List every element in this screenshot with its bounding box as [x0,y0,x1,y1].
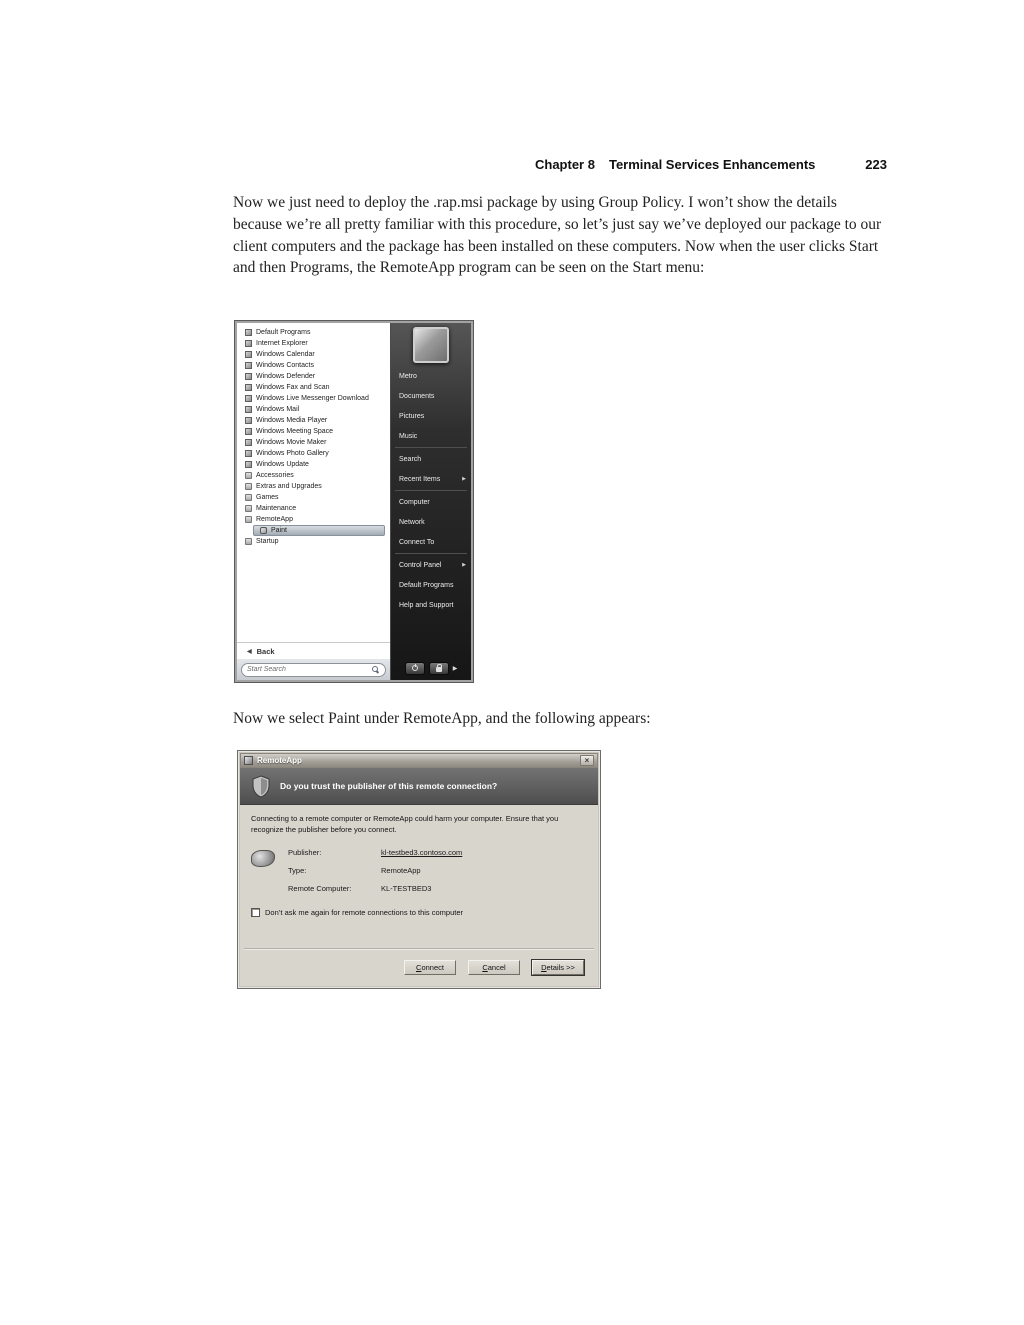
field-label-type: Type: [288,866,307,875]
item-label: Computer [399,498,430,506]
cancel-button[interactable] [468,960,520,975]
field-label-publisher: Publisher: [288,848,322,857]
program-label: Startup [256,538,279,545]
program-item-windows-meeting-space[interactable] [241,426,388,437]
program-label: Windows Update [256,461,309,468]
shield-icon [251,775,271,798]
chapter-header [535,157,815,172]
folder-icon [245,516,252,523]
program-label: Windows Mail [256,406,300,413]
remoteapp-titlebar-icon [244,756,253,765]
details-button[interactable] [532,960,584,975]
type-value: RemoteApp [381,866,421,875]
folder-icon [245,494,252,501]
back-arrow-icon: ◀ [247,648,252,655]
program-item-windows-update[interactable] [241,459,388,470]
program-item-windows-calendar[interactable] [241,349,388,360]
item-label: Recent Items [399,475,441,483]
program-item-maintenance[interactable] [241,503,388,514]
paint-icon [260,527,267,534]
cancel-label: Cancel [482,963,506,972]
program-item-windows-photo-gallery[interactable] [241,448,388,459]
folder-icon [245,505,252,512]
trust-question-banner [240,768,598,805]
program-item-remoteapp[interactable] [241,514,388,525]
windows-defender-icon [245,373,252,380]
program-label: Windows Contacts [256,362,314,369]
item-label: Pictures [399,412,425,420]
item-label: Control Panel [399,561,442,569]
dialog-buttons [404,960,584,975]
program-label: Windows Photo Gallery [256,450,329,457]
program-item-startup[interactable] [241,536,388,547]
remoteapp-dialog [237,750,601,989]
start-item-computer[interactable] [391,492,471,512]
dont-ask-row [251,908,587,917]
chapter-number: Chapter 8 [535,157,595,172]
program-item-paint[interactable] [253,525,385,536]
program-label: Windows Movie Maker [256,439,327,446]
running-head [535,157,887,172]
submenu-arrow-icon: ▶ [462,562,466,568]
connection-details [251,848,587,893]
windows-update-icon [245,461,252,468]
folder-icon [245,472,252,479]
publisher-link[interactable]: kl-testbed3.contoso.com [381,848,463,857]
start-item-network[interactable] [391,512,471,532]
power-button[interactable] [405,662,425,675]
internet-explorer-icon [245,340,252,347]
back-button[interactable] [237,642,390,659]
program-label: Windows Fax and Scan [256,384,330,391]
windows-movie-maker-icon [245,439,252,446]
connect-label: Connect [416,963,444,972]
program-label: Extras and Upgrades [256,483,322,490]
program-item-accessories[interactable] [241,470,388,481]
program-label: Internet Explorer [256,340,308,347]
dialog-body [240,805,598,986]
divider [395,490,467,491]
start-menu-programs-panel [237,323,391,680]
trust-question: Do you trust the publisher of this remote connection? [280,781,498,791]
start-item-pictures[interactable] [391,406,471,426]
start-item-recent-items[interactable] [391,469,471,489]
program-item-windows-movie-maker[interactable] [241,437,388,448]
warning-text: Connecting to a remote computer or RemoteApp could harm your computer. Ensure that you recognize the publisher before you connect. [251,814,559,834]
start-item-username[interactable] [391,366,471,386]
details-label: Details >> [541,963,575,972]
program-item-windows-live-messenger[interactable] [241,393,388,404]
program-label: Maintenance [256,505,297,512]
program-item-games[interactable] [241,492,388,503]
intro-paragraph: Now we just need to deploy the .rap.msi package by using Group Policy. I won’t show the details because we’re all pretty familiar with this procedure, so let’s just say we’ve deployed our package to our client computers and the package has been installed on these computers. Now when the user clicks Start and then Programs, the RemoteApp program can be seen on the Start menu: [233,194,882,277]
start-item-documents[interactable] [391,386,471,406]
start-item-help-support[interactable] [391,595,471,615]
program-item-windows-defender[interactable] [241,371,388,382]
program-item-windows-contacts[interactable] [241,360,388,371]
item-label: Default Programs [399,581,454,589]
folder-icon [245,483,252,490]
search-bar [237,659,390,680]
start-item-music[interactable] [391,426,471,446]
windows-contacts-icon [245,362,252,369]
default-programs-icon [245,329,252,336]
dont-ask-checkbox[interactable] [251,908,260,917]
power-icon [412,665,418,671]
connect-button[interactable] [404,960,456,975]
start-item-control-panel[interactable] [391,555,471,575]
windows-calendar-icon [245,351,252,358]
program-label: RemoteApp [256,516,293,523]
item-label: Help and Support [399,601,454,609]
dialog-title: RemoteApp [257,756,302,765]
program-label: Default Programs [256,329,311,336]
item-label: Search [399,455,422,463]
remote-computer-value: KL-TESTBED3 [381,884,432,893]
program-label: Games [256,494,279,501]
remote-program-icon [251,850,275,867]
folder-icon [245,538,252,545]
submenu-arrow-icon: ▶ [462,476,466,482]
program-label: Windows Live Messenger Download [256,395,369,402]
back-label: Back [256,646,275,656]
item-label: Connect To [399,538,435,546]
windows-meeting-space-icon [245,428,252,435]
search-icon [372,666,380,674]
search-input[interactable] [247,666,369,673]
program-item-windows-fax-scan[interactable] [241,382,388,393]
shutdown-options-arrow-icon[interactable]: ▶ [452,665,458,672]
field-label-remote-computer: Remote Computer: [288,884,352,893]
user-avatar[interactable] [413,327,449,363]
program-label: Paint [271,527,287,534]
chapter-title: Terminal Services Enhancements [608,157,816,172]
windows-live-messenger-icon [245,395,252,402]
program-item-internet-explorer[interactable] [241,338,388,349]
dialog-titlebar [240,753,598,768]
item-label: Metro [399,372,417,380]
start-menu-screenshot [235,321,473,682]
program-label: Windows Meeting Space [256,428,334,435]
windows-mail-icon [245,406,252,413]
lock-button[interactable] [429,662,449,675]
divider [395,553,467,554]
program-label: Accessories [256,472,294,479]
close-button[interactable]: × [580,755,594,766]
start-item-default-programs[interactable] [391,575,471,595]
select-paint-paragraph: Now we select Paint under RemoteApp, and the following appears: [233,710,651,727]
program-item-windows-media-player[interactable] [241,415,388,426]
search-box[interactable] [241,663,386,677]
start-item-search[interactable] [391,449,471,469]
lock-icon [436,667,442,672]
divider [395,447,467,448]
windows-fax-scan-icon [245,384,252,391]
program-list [237,323,390,642]
program-item-windows-mail[interactable] [241,404,388,415]
program-label: Windows Media Player [256,417,328,424]
program-item-default-programs[interactable] [241,327,388,338]
page-number: 223 [865,157,887,172]
start-menu-right-panel [391,323,471,680]
windows-media-player-icon [245,417,252,424]
program-label: Windows Calendar [256,351,315,358]
start-item-connect-to[interactable] [391,532,471,552]
item-label: Music [399,432,418,440]
item-label: Network [399,518,425,526]
program-item-extras-upgrades[interactable] [241,481,388,492]
item-label: Documents [399,392,435,400]
power-controls [391,659,471,680]
button-divider [244,948,594,950]
dont-ask-label: Don’t ask me again for remote connections to this computer [265,908,464,917]
program-label: Windows Defender [256,373,316,380]
windows-photo-gallery-icon [245,450,252,457]
